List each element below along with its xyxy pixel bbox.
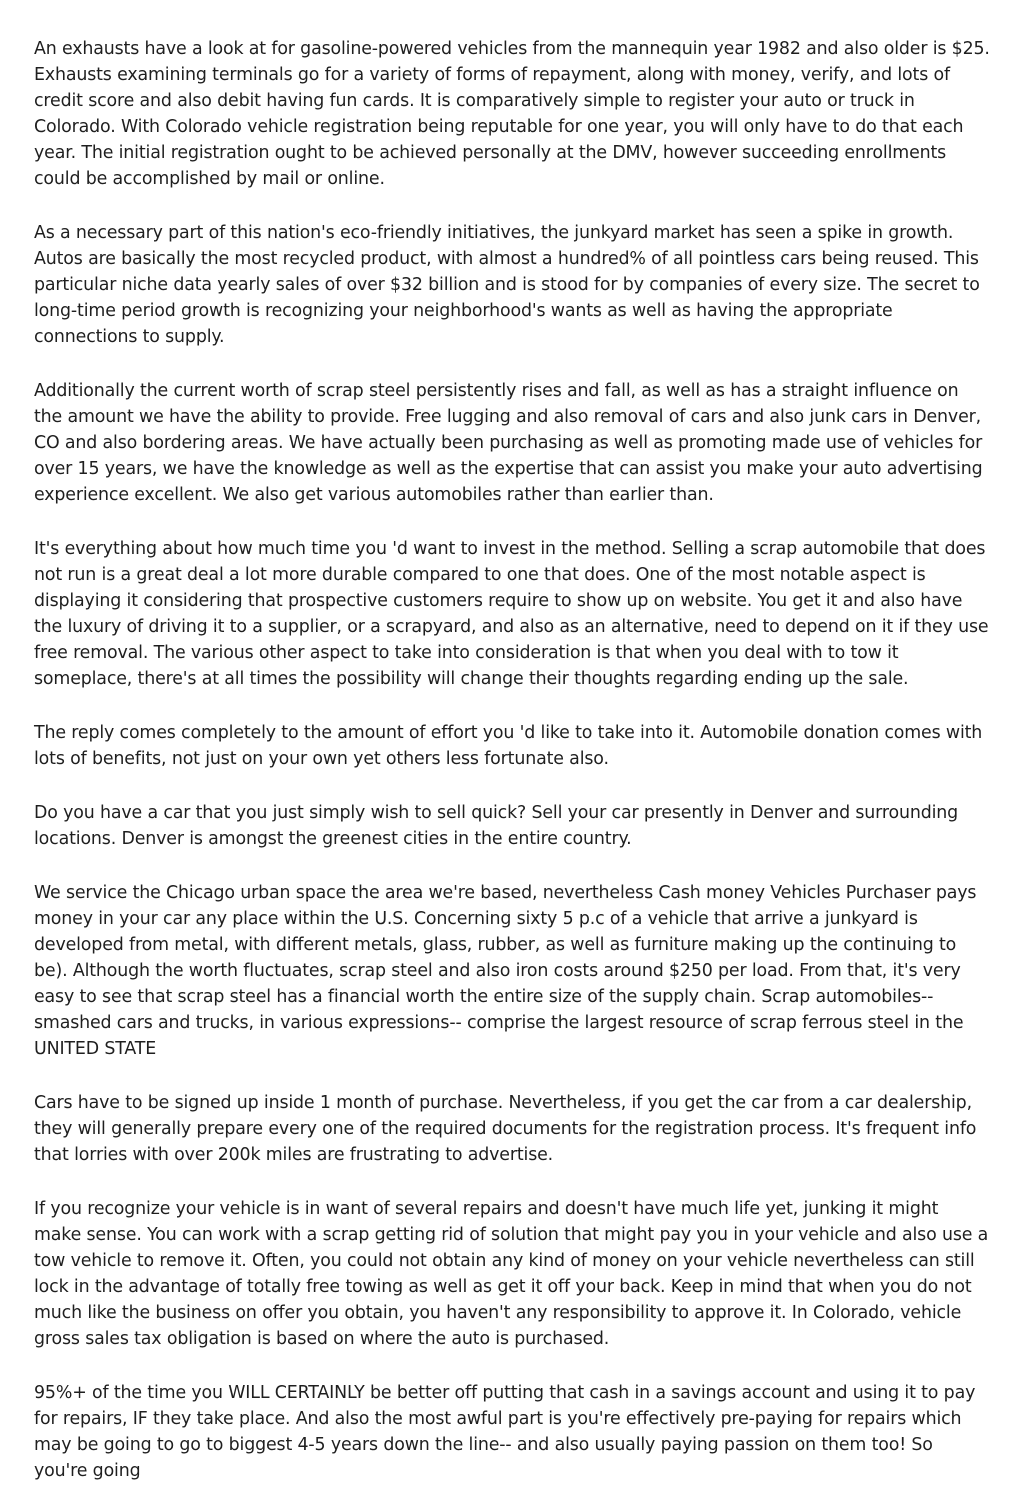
document-body xyxy=(34,36,990,1512)
paragraph-emissions-test: An exhausts have a look at for gasoline-powered vehicles from the mannequin year 1982 and also older is $25. Exhausts examining terminals go for a variety of forms of repayment, along with money, verify, and lots of credit score and also debit having fun cards. It is comparatively simple to register your auto or truck in Colorado. With Colorado vehicle registration being reputable for one year, you will only have to do that each year. The initial registration ought to be achieved personally at the DMV, however succeeding enrollments could be accomplished by mail or online. xyxy=(34,39,990,189)
paragraph-chicago-service: We service the Chicago urban space the area we're based, nevertheless Cash money Vehicles Purchaser pays money in your car any place within the U.S. Concerning sixty 5 p.c of a vehicle that arrive a junkyard is developed from metal, with different metals, glass, rubber, as well as furniture making up the continuing to be). Although the worth fluctuates, scrap steel and also iron costs around $250 per load. From that, it's very easy to see that scrap steel has a financial worth the entire size of the supply chain. Scrap automobiles-- smashed cars and trucks, in various expressions-- comprise the largest resource of scrap ferrous steel in the UNITED STATE xyxy=(34,883,977,1059)
paragraph-donation: The reply comes completely to the amount of effort you 'd like to take into it. Automobile donation comes with lots of benefits, not just on your own yet others less fortunate also. xyxy=(34,723,983,769)
paragraph-junkyard-market: As a necessary part of this nation's eco-friendly initiatives, the junkyard market has seen a spike in growth. Autos are basically the most recycled product, with almost a hundred% of all pointless cars being reused. This particular niche data yearly sales of over $32 billion and is stood for by companies of every size. The secret to long-time period growth is recognizing your neighborhood's wants as well as having the appropriate connections to supply. xyxy=(34,223,980,347)
paragraph-junking-repairs: If you recognize your vehicle is in want of several repairs and doesn't have much life yet, junking it might make sense. You can work with a scrap getting rid of solution that might pay you in your vehicle and also use a tow vehicle to remove it. Often, you could not obtain any kind of money on your vehicle nevertheless can still lock in the advantage of totally free towing as well as get it off your back. Keep in mind that when you do not much like the business on offer you obtain, you haven't any responsibility to approve it. In Colorado, vehicle gross sales tax obligation is based on where the auto is purchased. xyxy=(34,1199,989,1349)
paragraph-registration: Cars have to be signed up inside 1 month of purchase. Nevertheless, if you get the car from a car dealership, they will generally prepare every one of the required documents for the registration process. It's frequent info that lorries with over 200k miles are frustrating to advertise. xyxy=(34,1093,977,1165)
paragraph-scrap-steel-worth: Additionally the current worth of scrap steel persistently rises and fall, as well as has a straight influence on the amount we have the ability to provide. Free lugging and also removal of cars and also junk cars in Denver, CO and also bordering areas. We have actually been purchasing as well as promoting made use of vehicles for over 15 years, we have the knowledge as well as the expertise that can assist you make your auto advertising experience excellent. We also get various automobiles rather than earlier than. xyxy=(34,381,983,505)
paragraph-selling-scrap-car: It's everything about how much time you 'd want to invest in the method. Selling a scrap automobile that does not run is a great deal a lot more durable compared to one that does. One of the most notable aspect is displaying it considering that prospective customers require to show up on website. You get it and also have the luxury of driving it to a supplier, or a scrapyard, and also as an alternative, need to depend on it if they use free removal. The various other aspect to take into consideration is that when you deal with to tow it someplace, there's at all times the possibility will change their thoughts regarding ending up the sale. xyxy=(34,539,989,689)
paragraph-savings: 95%+ of the time you WILL CERTAINLY be better off putting that cash in a savings account and using it to pay for repairs, IF they take place. And also the most awful part is you're effectively pre-paying for repairs which may be going to go to biggest 4-5 years down the line-- and also usually paying passion on them too! So you're going xyxy=(34,1383,976,1481)
paragraph-sell-quick: Do you have a car that you just simply wish to sell quick? Sell your car presently in Denver and surrounding locations. Denver is amongst the greenest cities in the entire country. xyxy=(34,803,959,849)
